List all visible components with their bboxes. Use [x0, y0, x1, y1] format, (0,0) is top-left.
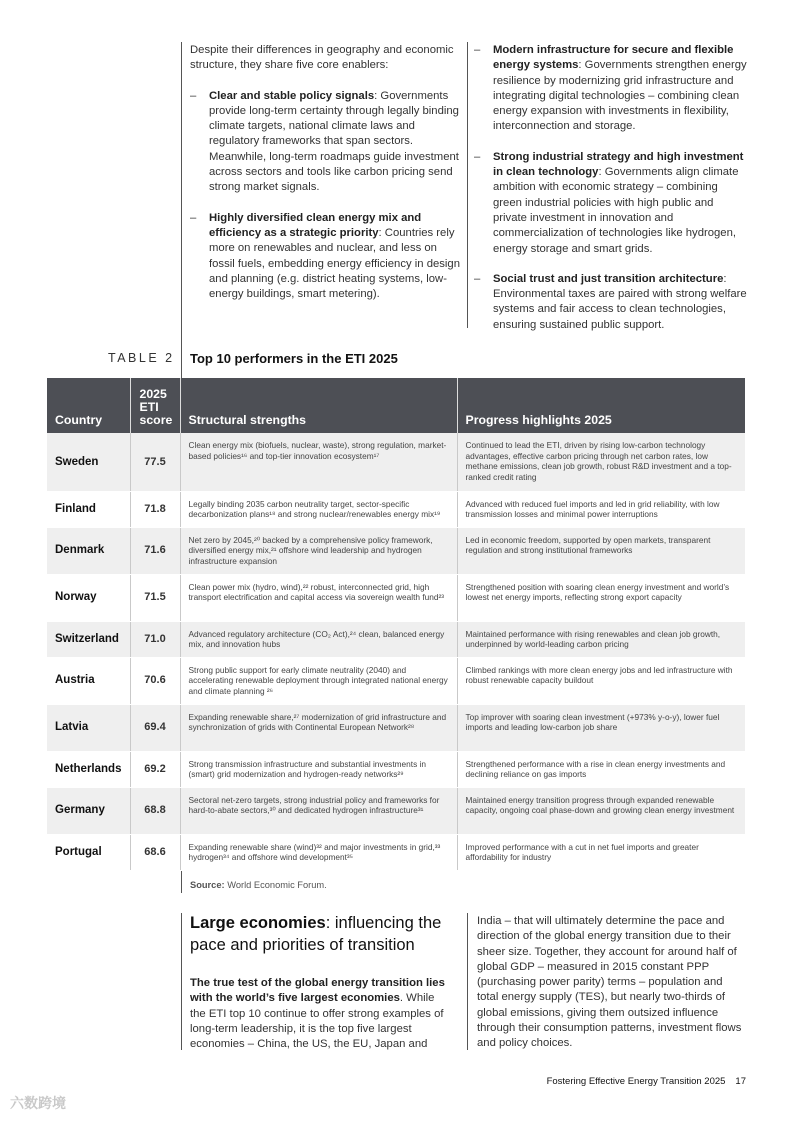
- table-row: [47, 834, 745, 870]
- section-right-paragraph: India – that will ultimately determine the pace and direction of the global energy transition due to their sheer size. Together, they account for around half of global GDP – measured in 2015 constant PPP (purchasing power parity) terms – population and total energy supply (TES), but nearly two-thirds of global emissions, giving them outsized influence through their consumption patterns, investment flows and policy choices.: [477, 915, 742, 1050]
- section-heading: [190, 912, 460, 956]
- section-heading-rest: : influencing the pace and priorities of transition: [190, 914, 442, 954]
- country-cell: Austria: [47, 657, 130, 704]
- strengths-cell: Advanced regulatory architecture (CO₂ Act),²⁴ clean, balanced energy mix, and innovation hubs: [180, 621, 457, 657]
- bullet-dash: –: [474, 150, 481, 163]
- bullet-dash: –: [474, 272, 481, 285]
- header-strengths: Structural strengths: [180, 378, 457, 433]
- table-row: [47, 657, 745, 704]
- country-cell: Finland: [47, 491, 130, 527]
- source-label: Source:: [190, 880, 225, 890]
- score-cell: 68.8: [130, 787, 180, 834]
- score-cell: 71.0: [130, 621, 180, 657]
- bullet-dash: –: [190, 211, 197, 224]
- country-cell: Denmark: [47, 527, 130, 574]
- enabler-bullet: [474, 272, 749, 333]
- enabler-text: : Environmental taxes are paired with strong welfare systems and fair access to clean technologies, ensuring sustained public support.: [493, 272, 747, 331]
- bullet-dash: –: [190, 89, 197, 102]
- strengths-cell: Strong transmission infrastructure and substantial investments in (smart) grid modernization and hydrogen-ready networks²⁹: [180, 751, 457, 787]
- table-row: [47, 433, 745, 491]
- enabler-title: Modern infrastructure for secure and flexible energy systems: [493, 44, 734, 72]
- table-row: [47, 704, 745, 751]
- left-column-rule: [181, 42, 182, 351]
- enabler-text: : Countries rely more on renewables and nuclear, and less on fossil fuels, embedding energy efficiency in design and planning (e.g. district heating systems, low-energy buildings, smart metering).: [209, 226, 460, 301]
- table-label: TABLE 2: [108, 351, 175, 365]
- strengths-cell: Expanding renewable share (wind)³² and major investments in grid,³³ hydrogen³⁴ and offshore wind development³⁵: [180, 834, 457, 870]
- header-score: 2025 ETI score: [130, 378, 180, 433]
- table-row: [47, 491, 745, 527]
- progress-cell: Advanced with reduced fuel imports and led in grid reliability, with low transmission losses and minimal power interruptions: [457, 491, 745, 527]
- score-cell: 70.6: [130, 657, 180, 704]
- table-row: [47, 527, 745, 574]
- country-cell: Switzerland: [47, 621, 130, 657]
- progress-cell: Top improver with soaring clean investment (+973% y-o-y), lower fuel imports and leading low-carbon job share: [457, 704, 745, 751]
- page-number: 17: [735, 1076, 746, 1087]
- page-footer: [547, 1076, 746, 1087]
- bullet-dash: –: [474, 44, 481, 56]
- table-title: Top 10 performers in the ETI 2025: [190, 351, 398, 366]
- score-cell: 68.6: [130, 834, 180, 870]
- score-cell: 71.8: [130, 491, 180, 527]
- progress-cell: Maintained energy transition progress through expanded renewable capacity, ongoing coal phase-down and growing clean energy investment: [457, 787, 745, 834]
- enablers-left-column: [190, 43, 462, 302]
- enabler-title: Clear and stable policy signals: [209, 89, 375, 102]
- strengths-cell: Net zero by 2045,²⁰ backed by a comprehensive policy framework, diversified energy mix,²¹ offshore wind leadership and hydrogen infrastructure expansion: [180, 527, 457, 574]
- table-title-rule: [181, 351, 182, 378]
- strengths-cell: Expanding renewable share,²⁷ modernization of grid infrastructure and synchronization of grids with Continental European Network²⁸: [180, 704, 457, 751]
- country-cell: Norway: [47, 574, 130, 621]
- enabler-text: : Governments strengthen energy resilience by modernizing grid infrastructure and integrating digital technologies – combining clean energy expansion with investments in flexibility, interconnection and storage.: [493, 59, 747, 133]
- strengths-cell: Strong public support for early climate neutrality (2040) and accelerating renewable deployment through integrated national energy and climate planning ²⁶: [180, 657, 457, 704]
- table-source: [190, 880, 327, 890]
- progress-cell: Strengthened performance with a rise in clean energy investments and declining reliance on gas imports: [457, 751, 745, 787]
- country-cell: Portugal: [47, 834, 130, 870]
- country-cell: Sweden: [47, 433, 130, 491]
- enabler-bullet: [190, 211, 462, 303]
- enabler-bullet: [474, 43, 749, 135]
- progress-cell: Led in economic freedom, supported by open markets, transparent regulation and strong institutional frameworks: [457, 527, 745, 574]
- enabler-bullet: [190, 89, 462, 196]
- strengths-cell: Legally binding 2035 carbon neutrality target, sector-specific decarbonization plans¹⁸ and strong nuclear/renewables energy mix¹⁹: [180, 491, 457, 527]
- section-lead-rest: . While the ETI top 10 continue to offer strong examples of long-term leadership, it is the top five largest economies – China, the US, the EU, Japan and: [190, 992, 444, 1051]
- footer-title: Fostering Effective Energy Transition 2025: [546, 1076, 726, 1087]
- section-right-rule: [467, 913, 468, 1050]
- table-row: [47, 574, 745, 621]
- score-cell: 71.6: [130, 527, 180, 574]
- score-cell: 77.5: [130, 433, 180, 491]
- score-cell: 71.5: [130, 574, 180, 621]
- source-rule: [181, 871, 182, 893]
- score-cell: 69.4: [130, 704, 180, 751]
- enabler-bullet: [474, 150, 749, 257]
- progress-cell: Improved performance with a cut in net fuel imports and greater affordability for industry: [457, 834, 745, 870]
- progress-cell: Continued to lead the ETI, driven by rising low-carbon technology advantages, effective carbon pricing through net carbon rates, low methane emissions, clean job growth, robust R&D investment and a top-ranked credit rating: [457, 433, 745, 491]
- top-performers-table: [47, 378, 745, 871]
- enabler-text: : Governments align climate ambition with economic strategy – combining green industrial policies with high public and private investment in innovation and commercialization of technologies like hydrogen, energy storage and smart grids.: [493, 166, 739, 255]
- strengths-cell: Sectoral net-zero targets, strong industrial policy and frameworks for hard-to-abate sectors,³⁰ and dedicated hydrogen infrastructure³¹: [180, 787, 457, 834]
- progress-cell: Strengthened position with soaring clean energy investment and world’s lowest net energy imports, reflecting strong export capacity: [457, 574, 745, 621]
- enabler-title: Social trust and just transition architecture: [493, 272, 724, 285]
- table-row: [47, 787, 745, 834]
- source-text: World Economic Forum.: [224, 880, 327, 890]
- right-column-rule: [467, 42, 468, 328]
- header-progress: Progress highlights 2025: [457, 378, 745, 433]
- country-cell: Germany: [47, 787, 130, 834]
- country-cell: Latvia: [47, 704, 130, 751]
- enabler-text: : Governments provide long-term certainty through legally binding climate targets, national climate laws and regulatory frameworks that span sectors. Meanwhile, long-term roadmaps guide investment across sectors and tools like carbon pricing send strong market signals.: [209, 89, 459, 194]
- intro-paragraph: Despite their differences in geography and economic structure, they share five core enablers:: [190, 44, 454, 72]
- country-cell: Netherlands: [47, 751, 130, 787]
- section-heading-bold: Large economies: [190, 914, 326, 932]
- enabler-title: Strong industrial strategy and high investment in clean technology: [493, 150, 744, 179]
- section-lead-paragraph: [190, 976, 452, 1052]
- strengths-cell: Clean power mix (hydro, wind),²² robust, interconnected grid, high transport electrification and capital access via sovereign wealth fund²³: [180, 574, 457, 621]
- table-row: [47, 751, 745, 787]
- header-country: Country: [47, 378, 130, 433]
- strengths-cell: Clean energy mix (biofuels, nuclear, waste), strong regulation, market-based policies¹⁶ and top-tier innovation ecosystem¹⁷: [180, 433, 457, 491]
- table-row: [47, 621, 745, 657]
- section-lead-bold: The true test of the global energy transition lies with the world’s five largest economies: [190, 977, 445, 1005]
- score-cell: 69.2: [130, 751, 180, 787]
- progress-cell: Climbed rankings with more clean energy jobs and led infrastructure with robust renewable capacity buildout: [457, 657, 745, 704]
- progress-cell: Maintained performance with rising renewables and clean job growth, underpinned by world-leading carbon pricing: [457, 621, 745, 657]
- enablers-right-column: [474, 43, 749, 333]
- watermark-logo: 六数跨境: [10, 1095, 66, 1111]
- section-left-rule: [181, 913, 182, 1050]
- enabler-title: Highly diversified clean energy mix and efficiency as a strategic priority: [209, 211, 422, 239]
